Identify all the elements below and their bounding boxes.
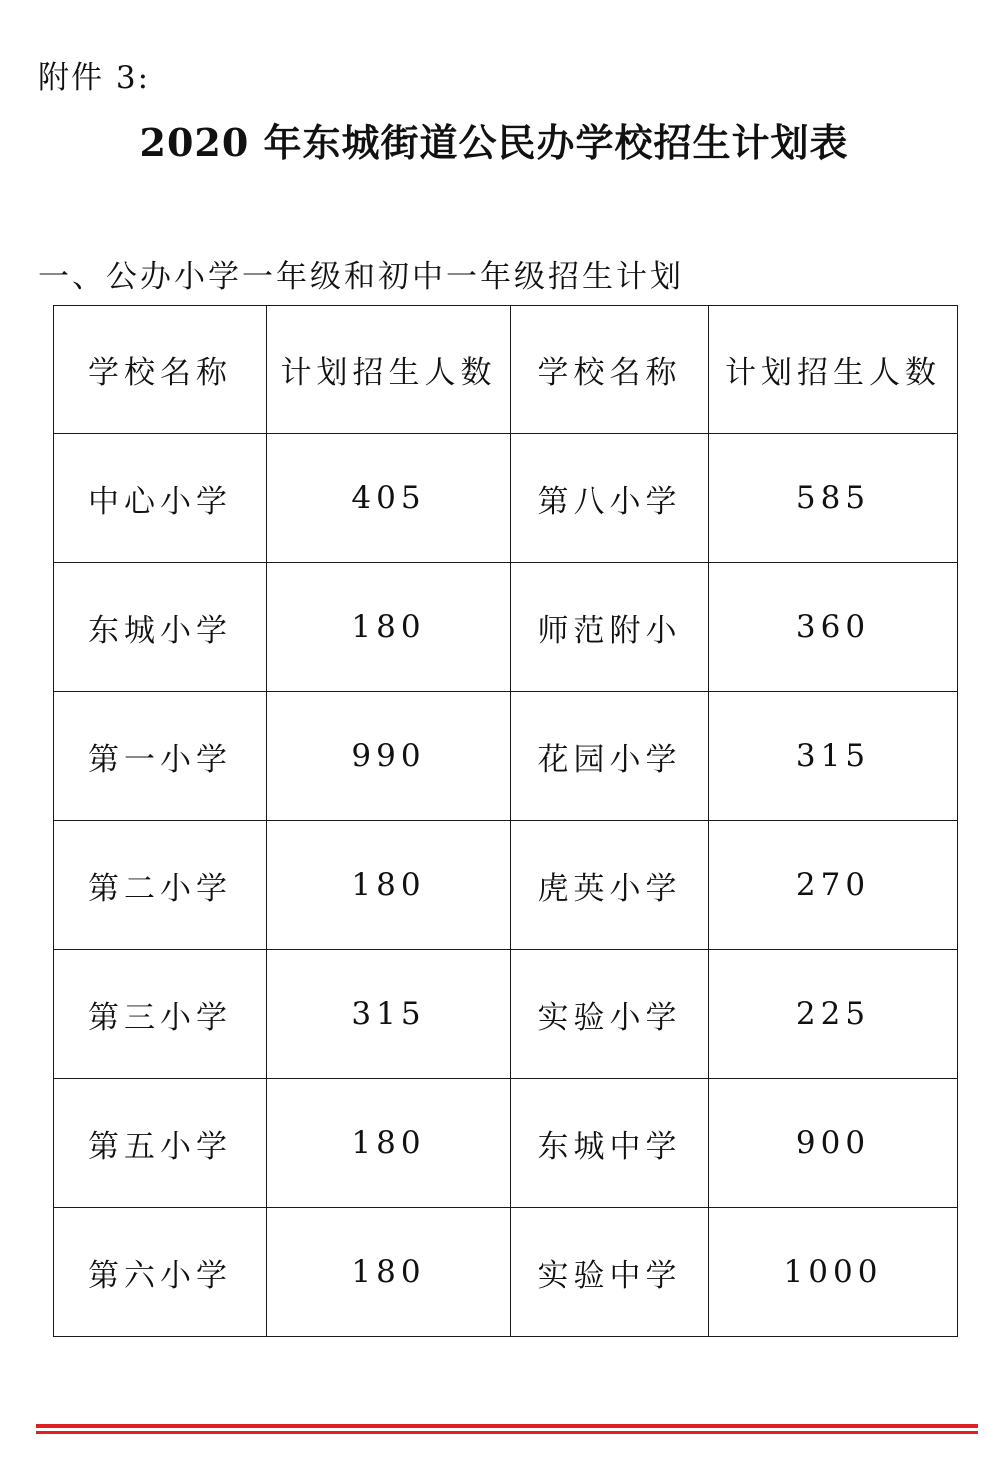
table-header-row: [54, 306, 958, 434]
enrollment-count-cell: 180: [267, 563, 511, 692]
enrollment-count-cell: 990: [267, 692, 511, 821]
enrollment-count-cell: 180: [267, 1208, 511, 1337]
school-name-cell: 东城中学: [511, 1079, 709, 1208]
enrollment-plan-table: [53, 305, 958, 1337]
enrollment-count-cell: 1000: [709, 1208, 958, 1337]
enrollment-count-cell: 180: [267, 1079, 511, 1208]
school-name-cell: 第三小学: [54, 950, 267, 1079]
enrollment-count-cell: 585: [709, 434, 958, 563]
table-row: [54, 692, 958, 821]
school-name-cell: 实验小学: [511, 950, 709, 1079]
school-name-cell: 虎英小学: [511, 821, 709, 950]
table-row: [54, 950, 958, 1079]
header-school-name: 学校名称: [54, 306, 267, 434]
table-row: [54, 563, 958, 692]
header-planned-enrollment: 计划招生人数: [267, 306, 511, 434]
document-title: 2020 年东城街道公民办学校招生计划表: [139, 120, 849, 165]
attachment-label: 附件 3:: [38, 60, 151, 96]
header-school-name: 学校名称: [511, 306, 709, 434]
school-name-cell: 第二小学: [54, 821, 267, 950]
section-heading: 一、公办小学一年级和初中一年级招生计划: [38, 259, 684, 295]
enrollment-count-cell: 270: [709, 821, 958, 950]
school-name-cell: 花园小学: [511, 692, 709, 821]
red-divider-line: [36, 1431, 978, 1434]
enrollment-count-cell: 315: [709, 692, 958, 821]
school-name-cell: 第五小学: [54, 1079, 267, 1208]
table-row: [54, 1208, 958, 1337]
enrollment-count-cell: 900: [709, 1079, 958, 1208]
table-row: [54, 434, 958, 563]
school-name-cell: 实验中学: [511, 1208, 709, 1337]
school-name-cell: 中心小学: [54, 434, 267, 563]
school-name-cell: 东城小学: [54, 563, 267, 692]
enrollment-count-cell: 405: [267, 434, 511, 563]
school-name-cell: 第八小学: [511, 434, 709, 563]
school-name-cell: 师范附小: [511, 563, 709, 692]
school-name-cell: 第六小学: [54, 1208, 267, 1337]
enrollment-count-cell: 315: [267, 950, 511, 1079]
table-row: [54, 821, 958, 950]
school-name-cell: 第一小学: [54, 692, 267, 821]
red-divider-line: [36, 1424, 978, 1428]
enrollment-count-cell: 360: [709, 563, 958, 692]
enrollment-count-cell: 225: [709, 950, 958, 1079]
table-row: [54, 1079, 958, 1208]
header-planned-enrollment: 计划招生人数: [709, 306, 958, 434]
enrollment-count-cell: 180: [267, 821, 511, 950]
